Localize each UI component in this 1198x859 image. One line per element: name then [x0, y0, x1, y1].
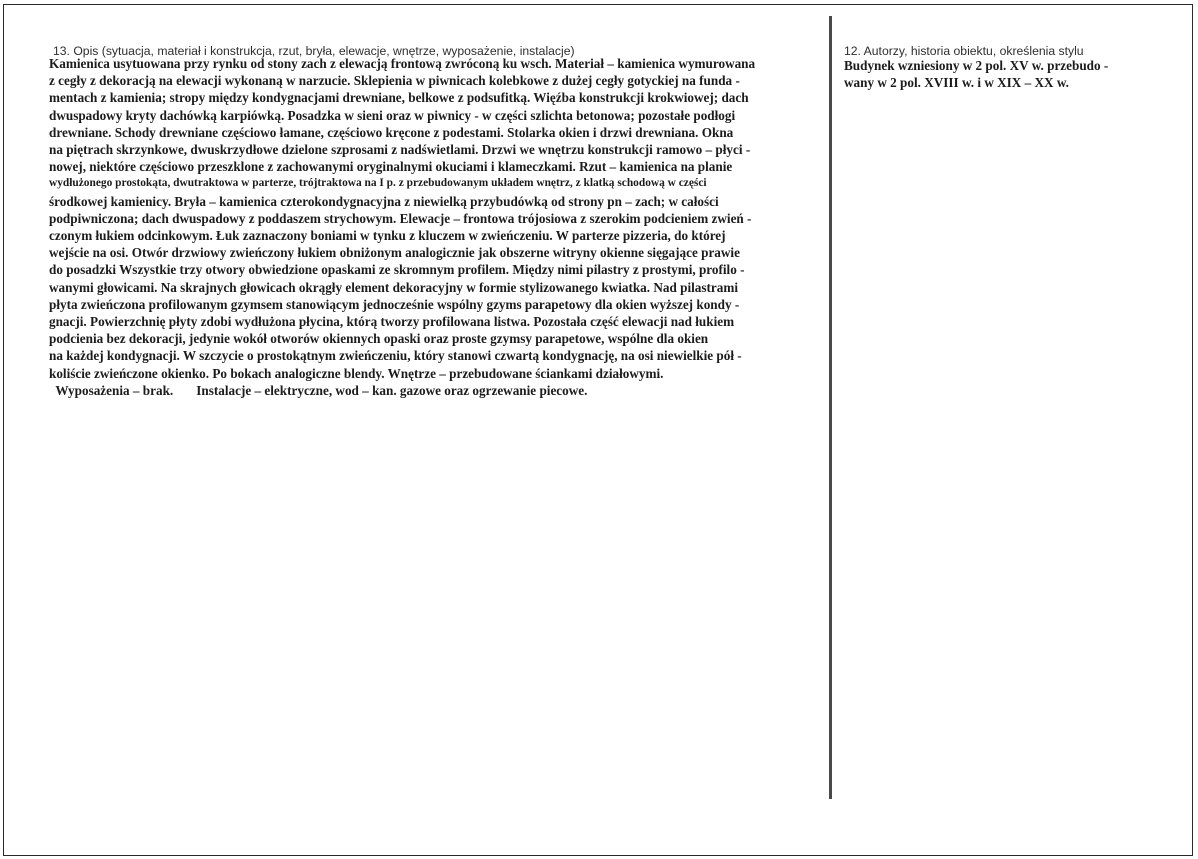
history-line: Budynek wzniesiony w 2 pol. XV w. przebudo -	[844, 58, 1109, 73]
description-line: nowej, niektóre częściowo przeszklone z zachowanymi oryginalnymi okuciami i klameczkami. Rzut – kamienica na planie	[49, 159, 733, 175]
description-line: z cegły z dekoracją na elewacji wykonaną w narzucie. Sklepienia w piwnicach kolebkowe z dużej cegły gotyckiej na funda -	[49, 73, 740, 89]
description-line: wanymi głowicami. Na skrajnych głowicach okrągły element dekoracyjny w formie stylizowanego kwiatka. Nad pilastrami	[49, 279, 738, 295]
description-line: gnacji. Powierzchnię płyty zdobi wydłużona płycina, którą tworzy profilowana listwa. Pozostała część elewacji nad łukiem	[49, 314, 735, 330]
description-line: płyta zwieńczona profilowanym gzymsem stanowiącym jednocześnie wspólny gzyms parapetowy dla okien wyższej kondy -	[49, 296, 740, 312]
description-line: Wyposażenia – brak. Instalacje – elektryczne, wod – kan. gazowe oraz ogrzewanie piecowe.	[49, 382, 588, 398]
description-line: dwuspadowy kryty dachówką karpiówką. Posadzka w sieni oraz w piwnicy - w części szlichta betonowa; pozostałe podłogi	[49, 107, 736, 123]
description-line: wejście na osi. Otwór drzwiowy zwieńczony łukiem obniżonym analogicznie jak obszerne witryny okienne sięgające prawie	[49, 245, 740, 261]
section-12-history	[844, 57, 1164, 91]
description-line: do posadzki Wszystkie trzy otwory obwiedzione opaskami ze skromnym profilem. Między nimi pilastry z prostymi, profilo -	[49, 262, 745, 278]
description-line: Kamienica usytuowana przy rynku od stony zach z elewacją frontową zwróconą ku wsch. Materiał – kamienica wymurowana	[49, 56, 756, 71]
column-divider	[829, 16, 832, 799]
description-line: drewniane. Schody drewniane częściowo łamane, częściowo kręcone z podestami. Stolarka okien i drzwi drewniana. Okna	[49, 124, 734, 140]
description-line: czonym łukiem odcinkowym. Łuk zaznaczony boniami w tynku z kluczem w zwieńczeniu. W parterze pizzeria, do której	[49, 228, 726, 244]
description-line: środkowej kamienicy. Bryła – kamienica czterokondygnacyjna z niewielką przybudówką od strony pn – zach; w całości	[49, 193, 719, 209]
description-line: na każdej kondygnacji. W szczycie o prostokątnym zwieńczeniu, który stanowi czwartą kondygnację, na osi niewielkie pół -	[49, 348, 742, 364]
history-line: wany w 2 pol. XVIII w. i w XIX – XX w.	[844, 75, 1069, 91]
description-line: podpiwniczona; dach dwuspadowy z poddaszem strychowym. Elewacje – frontowa trójosiowa z szerokim podcieniem zwień -	[49, 210, 752, 226]
description-line: wydłużonego prostokąta, dwutraktowa w parterze, trójtraktowa na I p. z przebudowanym układem wnętrz, z klatką schodową w części	[49, 177, 707, 190]
description-line: mentach z kamienia; stropy między kondygnacjami drewniane, belkowe z podsufitką. Więźba konstrukcji krokwiowej; dach	[49, 90, 749, 106]
description-line: koliście zwieńczone okienko. Po bokach analogiczne blendy. Wnętrze – przebudowane ściankami działowymi.	[49, 365, 664, 381]
section-13-heading: 13. Opis (sytuacja, materiał i konstrukcja, rzut, bryła, elewacje, wnętrze, wyposażenie, instalacje)	[53, 44, 575, 58]
section-13-description	[49, 55, 829, 399]
section-12-heading: 12. Autorzy, historia obiektu, określenia stylu	[844, 44, 1084, 58]
description-line: na piętrach skrzynkowe, dwuskrzydłowe dzielone szprosami z nadświetlami. Drzwi we wnętrzu konstrukcji ramowo – płyci -	[49, 142, 751, 158]
description-line: podcienia bez dekoracji, jedynie wokół otworów okiennych opaski oraz proste gzymsy parapetowe, wspólne dla okien	[49, 331, 709, 347]
